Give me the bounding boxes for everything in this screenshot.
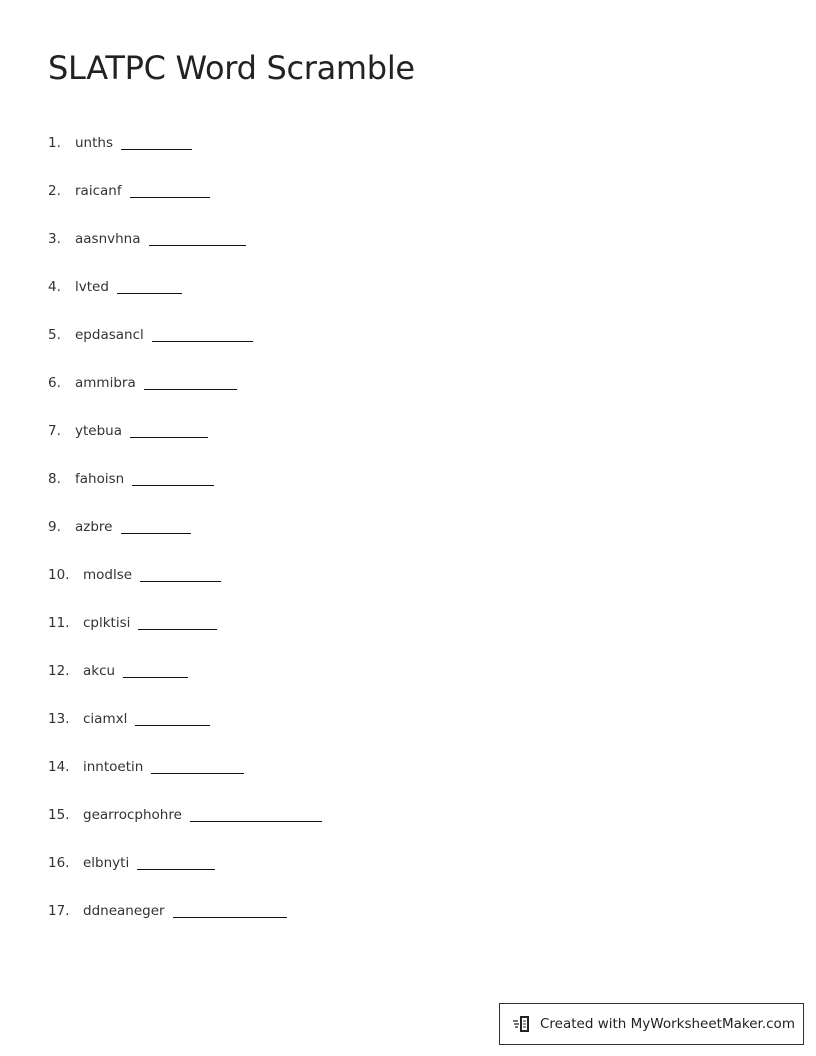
list-item <box>48 613 322 661</box>
list-item <box>48 277 322 325</box>
item-number: 12. <box>48 663 70 679</box>
answer-blank[interactable] <box>152 341 253 342</box>
word-list <box>48 133 322 949</box>
item-number: 11. <box>48 615 70 631</box>
list-item <box>48 373 322 421</box>
answer-blank[interactable] <box>121 533 191 534</box>
item-number: 7. <box>48 423 61 439</box>
item-number: 16. <box>48 855 70 871</box>
scrambled-word: lvted <box>75 279 109 295</box>
answer-blank[interactable] <box>135 725 210 726</box>
footer-text: Created with MyWorksheetMaker.com <box>540 1016 795 1032</box>
list-item <box>48 757 322 805</box>
item-number: 15. <box>48 807 70 823</box>
list-item <box>48 469 322 517</box>
answer-blank[interactable] <box>123 677 188 678</box>
scrambled-word: raicanf <box>75 183 122 199</box>
worksheet-maker-logo-icon <box>512 1013 534 1035</box>
scrambled-word: inntoetin <box>83 759 144 775</box>
scrambled-word: akcu <box>83 663 116 679</box>
item-number: 17. <box>48 903 70 919</box>
answer-blank[interactable] <box>137 869 215 870</box>
answer-blank[interactable] <box>144 389 237 390</box>
scrambled-word: cplktisi <box>83 615 131 631</box>
scrambled-word: ciamxl <box>83 711 128 727</box>
answer-blank[interactable] <box>132 485 214 486</box>
item-number: 8. <box>48 471 61 487</box>
answer-blank[interactable] <box>190 821 322 822</box>
scrambled-word: unths <box>75 135 113 151</box>
item-number: 3. <box>48 231 61 247</box>
scrambled-word: modlse <box>83 567 133 583</box>
item-number: 14. <box>48 759 70 775</box>
item-number: 9. <box>48 519 61 535</box>
list-item <box>48 853 322 901</box>
list-item <box>48 805 322 853</box>
item-number: 1. <box>48 135 61 151</box>
scrambled-word: elbnyti <box>83 855 130 871</box>
list-item <box>48 565 322 613</box>
list-item <box>48 661 322 709</box>
created-with-badge[interactable] <box>499 1003 804 1045</box>
list-item <box>48 229 322 277</box>
scrambled-word: epdasancl <box>75 327 144 343</box>
item-number: 2. <box>48 183 61 199</box>
answer-blank[interactable] <box>151 773 244 774</box>
list-item <box>48 325 322 373</box>
answer-blank[interactable] <box>130 197 210 198</box>
item-number: 13. <box>48 711 70 727</box>
list-item <box>48 421 322 469</box>
item-number: 5. <box>48 327 61 343</box>
item-number: 4. <box>48 279 61 295</box>
list-item <box>48 901 322 949</box>
scrambled-word: ytebua <box>75 423 122 439</box>
item-number: 6. <box>48 375 61 391</box>
answer-blank[interactable] <box>121 149 192 150</box>
scrambled-word: fahoisn <box>75 471 125 487</box>
scrambled-word: ammibra <box>75 375 136 391</box>
scrambled-word: ddneaneger <box>83 903 165 919</box>
answer-blank[interactable] <box>117 293 182 294</box>
item-number: 10. <box>48 567 70 583</box>
answer-blank[interactable] <box>130 437 208 438</box>
scrambled-word: aasnvhna <box>75 231 141 247</box>
answer-blank[interactable] <box>173 917 287 918</box>
list-item <box>48 517 322 565</box>
scrambled-word: gearrocphohre <box>83 807 182 823</box>
page-title: SLATPC Word Scramble <box>48 49 415 87</box>
answer-blank[interactable] <box>149 245 246 246</box>
answer-blank[interactable] <box>140 581 221 582</box>
answer-blank[interactable] <box>138 629 217 630</box>
scrambled-word: azbre <box>75 519 113 535</box>
list-item <box>48 181 322 229</box>
list-item <box>48 133 322 181</box>
list-item <box>48 709 322 757</box>
